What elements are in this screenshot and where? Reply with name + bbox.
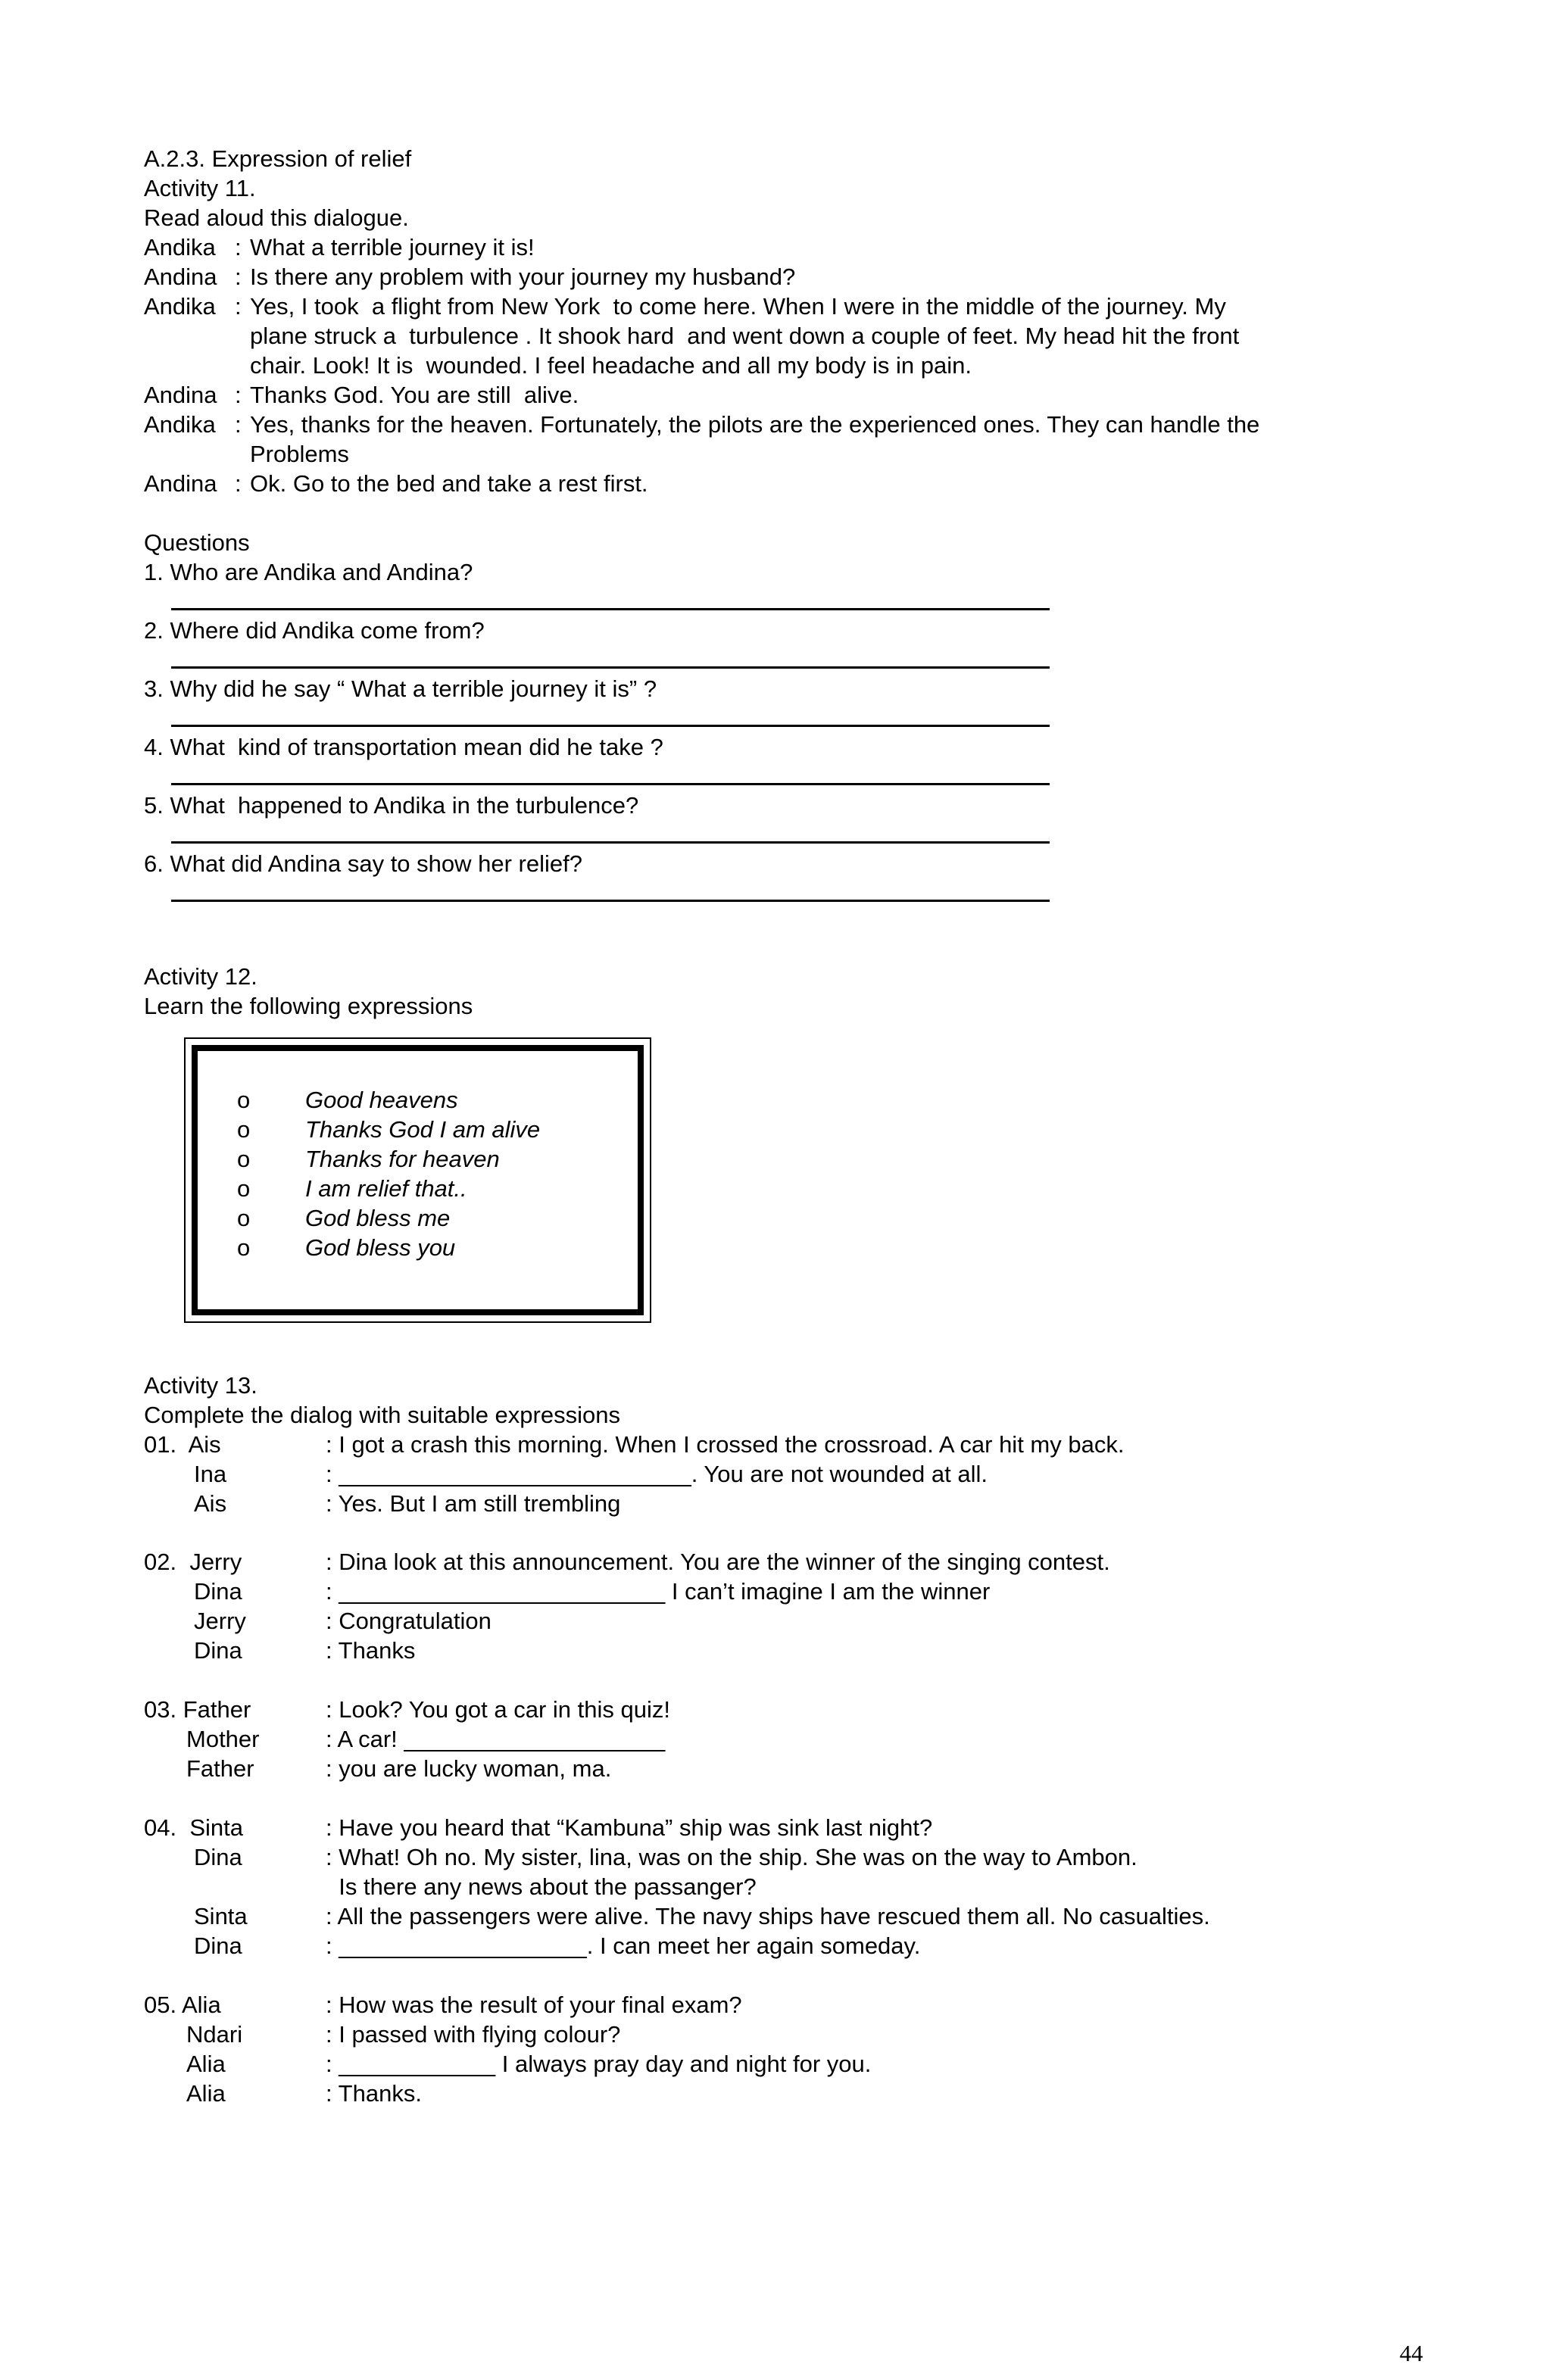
speaker: Andina bbox=[144, 264, 217, 290]
dialogue-line: Andina : Is there any problem with your journey my husband? bbox=[144, 264, 796, 290]
page-number: 44 bbox=[1400, 2340, 1423, 2366]
answer-line[interactable] bbox=[171, 841, 1050, 844]
dialog-text-blank[interactable]: : A car! ____________________ bbox=[326, 1726, 666, 1752]
dialog-speaker: Dina bbox=[194, 1578, 242, 1605]
dialog-speaker: 05. Alia bbox=[144, 1992, 221, 2018]
questions-title: Questions bbox=[144, 529, 250, 556]
expression-item: God bless you bbox=[305, 1234, 456, 1261]
speaker: Andina bbox=[144, 470, 217, 497]
dialog-speaker: Ais bbox=[194, 1490, 227, 1517]
dialog-speaker: 02. Jerry bbox=[144, 1549, 242, 1575]
bullet-icon: o bbox=[237, 1205, 251, 1231]
dialog-speaker: Dina bbox=[194, 1844, 242, 1870]
dialog-text: : What! Oh no. My sister, lina, was on the ship. She was on the way to Ambon. bbox=[326, 1844, 1138, 1870]
dialogue-text: Ok. Go to the bed and take a rest first. bbox=[250, 470, 648, 497]
question: 6. What did Andina say to show her relief? bbox=[144, 850, 582, 877]
bullet-icon: o bbox=[237, 1234, 251, 1261]
dialog-text: : Thanks bbox=[326, 1637, 416, 1664]
dialog-text: : Yes. But I am still trembling bbox=[326, 1490, 621, 1517]
expression-item: Thanks God I am alive bbox=[305, 1116, 541, 1143]
dialog-speaker: Jerry bbox=[194, 1608, 246, 1634]
activity11-instruction: Read aloud this dialogue. bbox=[144, 204, 409, 231]
dialog-text: : you are lucky woman, ma. bbox=[326, 1755, 612, 1782]
dialog-speaker: 04. Sinta bbox=[144, 1814, 243, 1841]
dialog-speaker: Dina bbox=[194, 1637, 242, 1664]
dialogue-line: Andika : Yes, I took a flight from New York to come here. When I were in the middle of the journey. My bbox=[144, 293, 1226, 320]
activity13-title: Activity 13. bbox=[144, 1372, 257, 1399]
dialogue-line: Andika : Yes, thanks for the heaven. Fortunately, the pilots are the experienced ones. They can handle the bbox=[144, 411, 1260, 438]
dialog-text: : Thanks. bbox=[326, 2080, 422, 2107]
dialog-speaker: 01. Ais bbox=[144, 1431, 221, 1458]
answer-line[interactable] bbox=[171, 666, 1050, 669]
dialogue-text: Thanks God. You are still alive. bbox=[250, 382, 579, 408]
answer-line[interactable] bbox=[171, 725, 1050, 727]
dialog-speaker: Father bbox=[186, 1755, 254, 1782]
dialogue-text: Problems bbox=[250, 441, 349, 467]
question: 5. What happened to Andika in the turbulence? bbox=[144, 792, 639, 819]
dialog-text: : Dina look at this announcement. You are the winner of the singing contest. bbox=[326, 1549, 1110, 1575]
expression-item: God bless me bbox=[305, 1205, 451, 1231]
section-title: A.2.3. Expression of relief bbox=[144, 145, 412, 172]
dialog-text-blank[interactable]: : ___________________. I can meet her again someday. bbox=[326, 1932, 921, 1959]
bullet-icon: o bbox=[237, 1116, 251, 1143]
speaker: Andika bbox=[144, 234, 216, 260]
expression-item: Good heavens bbox=[305, 1087, 458, 1113]
dialog-speaker: Ndari bbox=[186, 2021, 243, 2048]
expression-item: Thanks for heaven bbox=[305, 1146, 500, 1172]
question: 4. What kind of transportation mean did he take ? bbox=[144, 734, 663, 760]
dialog-text-blank[interactable]: : _________________________ I can’t imagine I am the winner bbox=[326, 1578, 991, 1605]
speaker: Andina bbox=[144, 382, 217, 408]
question: 1. Who are Andika and Andina? bbox=[144, 559, 473, 585]
answer-line[interactable] bbox=[171, 608, 1050, 610]
dialog-text: : I got a crash this morning. When I crossed the crossroad. A car hit my back. bbox=[326, 1431, 1125, 1458]
answer-line[interactable] bbox=[171, 783, 1050, 785]
activity12-instruction: Learn the following expressions bbox=[144, 993, 473, 1019]
dialog-speaker: Sinta bbox=[194, 1903, 248, 1929]
dialog-speaker: Ina bbox=[194, 1461, 227, 1487]
question: 2. Where did Andika come from? bbox=[144, 617, 485, 644]
dialog-speaker: 03. Father bbox=[144, 1696, 251, 1723]
dialogue-text: Yes, thanks for the heaven. Fortunately, the pilots are the experienced ones. They can handle the bbox=[250, 411, 1260, 438]
dialogue-line: Andika : What a terrible journey it is! bbox=[144, 234, 535, 260]
activity11-title: Activity 11. bbox=[144, 175, 256, 201]
dialogue-line: Andina : Ok. Go to the bed and take a rest first. bbox=[144, 470, 648, 497]
dialogue-text: plane struck a turbulence . It shook hard and went down a couple of feet. My head hit the front bbox=[250, 323, 1240, 349]
dialog-text-blank[interactable]: : ___________________________. You are not wounded at all. bbox=[326, 1461, 988, 1487]
dialog-speaker: Dina bbox=[194, 1932, 242, 1959]
dialog-text: Is there any news about the passanger? bbox=[326, 1873, 757, 1900]
activity12-title: Activity 12. bbox=[144, 963, 257, 990]
dialog-text: : All the passengers were alive. The navy ships have rescued them all. No casualties. bbox=[326, 1903, 1210, 1929]
speaker: Andika bbox=[144, 411, 216, 438]
dialogue-text: Yes, I took a flight from New York to come here. When I were in the middle of the journey. My bbox=[250, 293, 1226, 320]
dialog-text: : Congratulation bbox=[326, 1608, 492, 1634]
dialog-text: : Look? You got a car in this quiz! bbox=[326, 1696, 670, 1723]
dialog-text-blank[interactable]: : ____________ I always pray day and night for you. bbox=[326, 2051, 872, 2077]
dialog-speaker: Mother bbox=[186, 1726, 260, 1752]
dialog-text: : Have you heard that “Kambuna” ship was sink last night? bbox=[326, 1814, 933, 1841]
answer-line[interactable] bbox=[171, 900, 1050, 902]
activity13-instruction: Complete the dialog with suitable expressions bbox=[144, 1402, 620, 1428]
bullet-icon: o bbox=[237, 1087, 251, 1113]
dialog-speaker: Alia bbox=[186, 2051, 226, 2077]
dialog-speaker: Alia bbox=[186, 2080, 226, 2107]
question: 3. Why did he say “ What a terrible journey it is” ? bbox=[144, 675, 657, 702]
dialog-text: : How was the result of your final exam? bbox=[326, 1992, 742, 2018]
dialogue-text: Is there any problem with your journey my husband? bbox=[250, 264, 796, 290]
bullet-icon: o bbox=[237, 1146, 251, 1172]
dialogue-text: What a terrible journey it is! bbox=[250, 234, 535, 260]
bullet-icon: o bbox=[237, 1175, 251, 1202]
dialogue-line: Andina : Thanks God. You are still alive. bbox=[144, 382, 579, 408]
dialogue-text: chair. Look! It is wounded. I feel headache and all my body is in pain. bbox=[250, 352, 972, 379]
expression-item: I am relief that.. bbox=[305, 1175, 467, 1202]
speaker: Andika bbox=[144, 293, 216, 320]
dialog-text: : I passed with flying colour? bbox=[326, 2021, 621, 2048]
